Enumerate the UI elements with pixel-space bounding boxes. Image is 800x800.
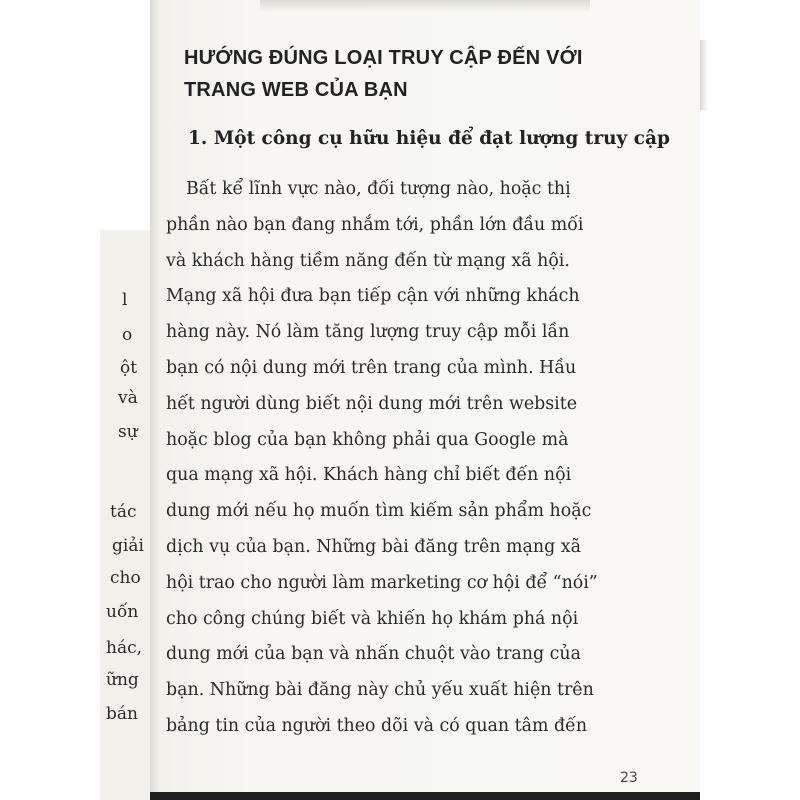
- left-page-fragment: uốn: [106, 602, 139, 622]
- book-gutter: [150, 0, 160, 800]
- body-line: hết người dùng biết nội dung mới trên website: [166, 393, 578, 414]
- previous-page-residue: [260, 0, 590, 12]
- body-line: hàng này. Nó làm tăng lượng truy cập mỗi lần: [166, 322, 570, 343]
- section-heading: [184, 42, 624, 106]
- body-line: cho công chúng biết và khiến họ khám phá nội: [166, 608, 579, 629]
- left-page-fragment: giải: [112, 536, 144, 556]
- body-line: dung mới của bạn và nhấn chuột vào trang của: [166, 644, 581, 665]
- body-line: bạn có nội dung mới trên trang của mình. Hầu: [166, 357, 577, 378]
- body-line: bảng tin của người theo dõi và có quan tâm đến: [166, 715, 588, 736]
- bottom-shadow: [150, 792, 710, 800]
- body-line: bạn. Những bài đăng này chủ yếu xuất hiện trên: [166, 680, 594, 701]
- left-page-fragment: và: [118, 388, 138, 408]
- body-line: dung mới nếu họ muốn tìm kiếm sản phẩm hoặc: [166, 501, 592, 522]
- body-line: hoặc blog của bạn không phải qua Google mà: [166, 429, 569, 450]
- page-number: 23: [620, 770, 638, 786]
- left-page-fragment: tác: [110, 502, 137, 522]
- left-page-fragment: ững: [106, 670, 139, 690]
- left-page-fragment: sự: [118, 422, 138, 442]
- left-page-fragment: o: [122, 325, 133, 345]
- book-page: [160, 0, 700, 800]
- section-heading-line-1: HƯỚNG ĐÚNG LOẠI TRUY CẬP ĐẾN VỚI: [184, 47, 583, 69]
- body-line: Bất kể lĩnh vực nào, đối tượng nào, hoặc thị: [186, 179, 571, 199]
- body-line: qua mạng xã hội. Khách hàng chỉ biết đến nội: [166, 465, 572, 486]
- left-page-fragment: hác,: [106, 638, 143, 658]
- body-line: dịch vụ của bạn. Những bài đăng trên mạng xã: [166, 536, 581, 557]
- body-text: [166, 172, 636, 745]
- left-page-fragment: bán: [106, 704, 138, 724]
- body-line: Mạng xã hội đưa bạn tiếp cận với những khách: [166, 286, 580, 307]
- section-heading-line-2: TRANG WEB CỦA BẠN: [184, 79, 408, 101]
- left-page-fragment: ột: [120, 358, 138, 378]
- left-page-fragment: l: [122, 290, 128, 310]
- body-line: hội trao cho người làm marketing cơ hội để “nói”: [166, 572, 598, 593]
- body-line: phần nào bạn đang nhắm tới, phần lớn đầu mối: [166, 214, 584, 235]
- left-page-fragment: cho: [110, 568, 141, 588]
- body-line: và khách hàng tiềm năng đến từ mạng xã hội.: [166, 250, 570, 271]
- subsection-title: 1. Một công cụ hữu hiệu để đạt lượng truy cập: [188, 128, 670, 149]
- background-right: [700, 0, 800, 800]
- page-edge-strip: [700, 40, 708, 110]
